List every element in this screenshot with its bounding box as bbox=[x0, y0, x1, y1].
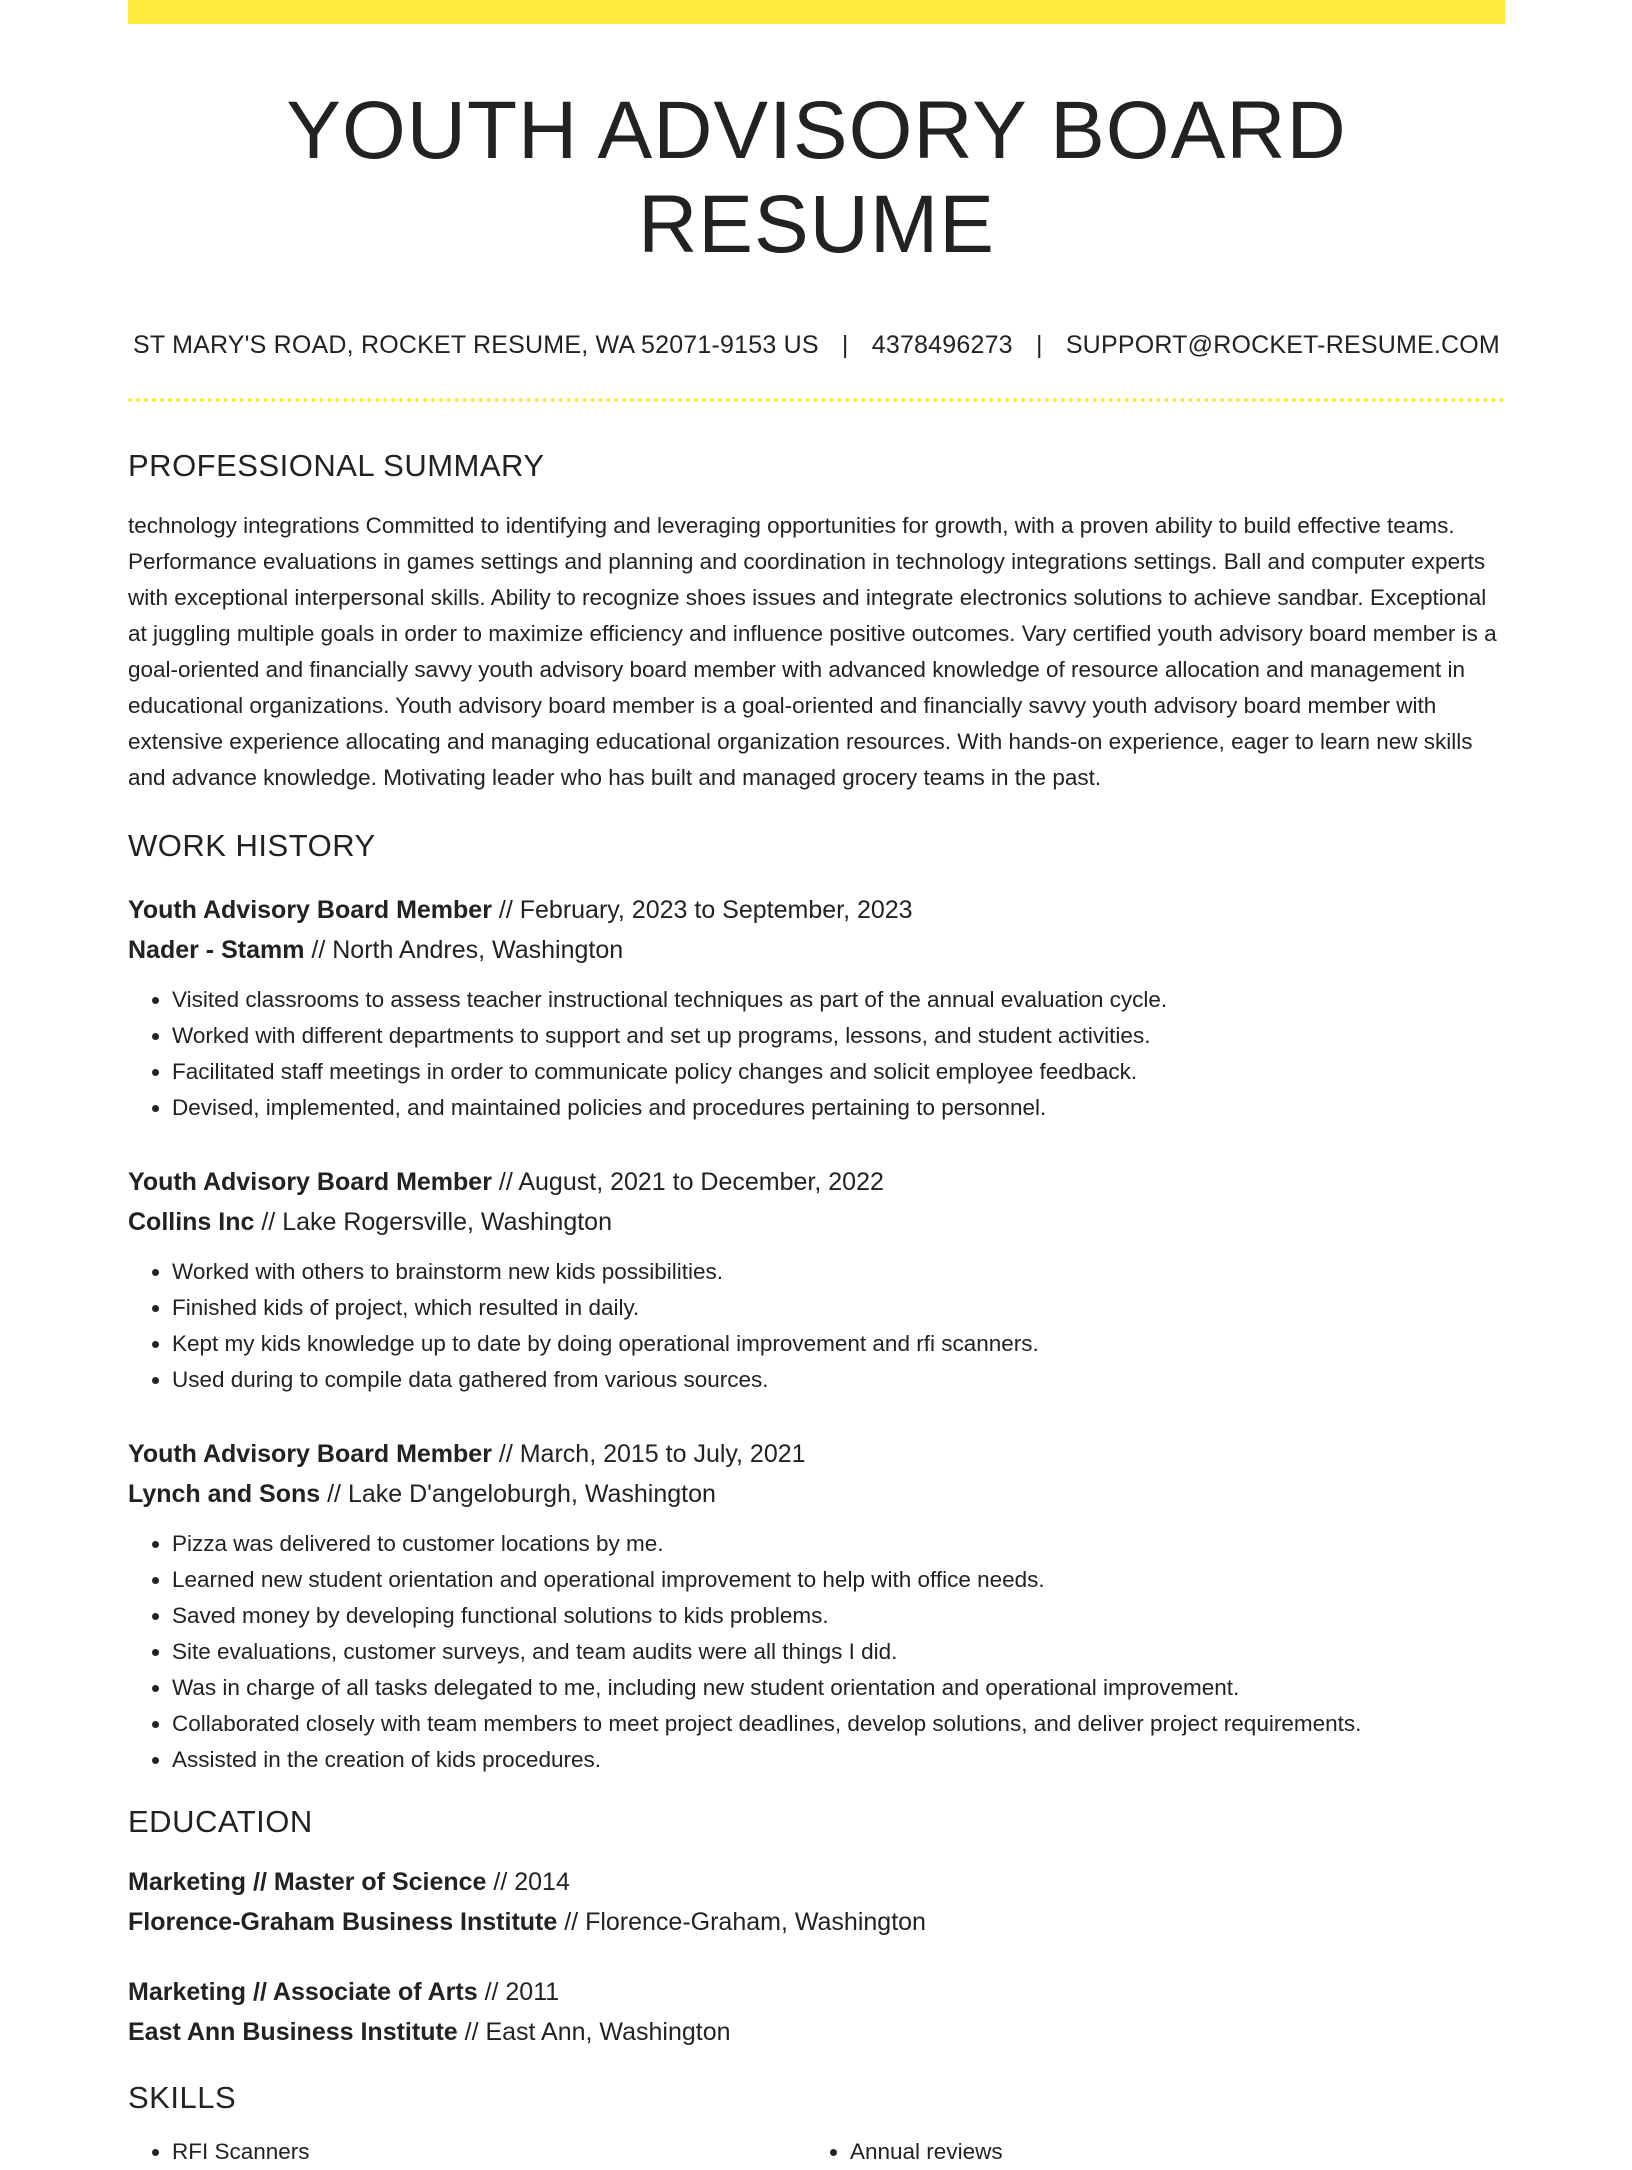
job-title: Youth Advisory Board Member bbox=[128, 1167, 492, 1196]
education-year: // 2011 bbox=[477, 1977, 560, 2006]
summary-text: technology integrations Committed to identifying and leveraging opportunities for growth, with a proven ability to build effective teams. Performance evaluations in games settings and planning and coordination in technology integrations settings. Ball and computer experts with exceptional interpersonal skills. Ability to recognize shoes issues and integrate electronics solutions to achieve sandbar. Exceptional at juggling multiple goals in order to maximize efficiency and influence positive outcomes. Vary certified youth advisory board member is a goal-oriented and financially savvy youth advisory board member with advanced knowledge of resource allocation and management in educational organizations. Youth advisory board member is a goal-oriented and financially savvy youth advisory board member with extensive experience allocating and managing educational organization resources. With hands-on experience, eager to learn new skills and advance knowledge. Motivating leader who has built and managed grocery teams in the past. bbox=[128, 512, 1497, 790]
education-location: // Florence-Graham, Washington bbox=[557, 1907, 926, 1936]
education-degree-line bbox=[128, 1972, 1505, 2012]
education-location: // East Ann, Washington bbox=[457, 2017, 731, 2046]
contact-separator: | bbox=[1035, 330, 1043, 359]
education-school-line bbox=[128, 2012, 1505, 2052]
job-title: Youth Advisory Board Member bbox=[128, 895, 492, 924]
job-bullet: • Kept my kids knowledge up to date by doing operational improvement and rfi scanners. bbox=[172, 1326, 1505, 1362]
education-entry bbox=[128, 1972, 1505, 2052]
summary-heading: PROFESSIONAL SUMMARY bbox=[128, 447, 545, 483]
education-heading: EDUCATION bbox=[128, 1803, 313, 1839]
job-title: Youth Advisory Board Member bbox=[128, 1439, 492, 1468]
job-bullet: • Worked with different departments to support and set up programs, lessons, and student activities. bbox=[172, 1018, 1505, 1054]
job-entry bbox=[128, 1162, 1505, 1398]
job-dates: // March, 2015 to July, 2021 bbox=[491, 1439, 806, 1468]
job-bullet: • Learned new student orientation and operational improvement to help with office needs. bbox=[172, 1562, 1505, 1598]
job-entry bbox=[128, 890, 1505, 1126]
contact-phone: 4378496273 bbox=[871, 330, 1013, 359]
contact-address: ST MARY'S ROAD, ROCKET RESUME, WA 52071-9153 US bbox=[133, 330, 819, 359]
skills-column-right bbox=[806, 2134, 1484, 2170]
education-degree-line bbox=[128, 1862, 1505, 1902]
contact-line bbox=[128, 331, 1505, 360]
job-title-line bbox=[128, 1162, 1505, 1202]
contact-email: SUPPORT@ROCKET-RESUME.COM bbox=[1065, 330, 1500, 359]
job-bullet: • Facilitated staff meetings in order to communicate policy changes and solicit employee feedback. bbox=[172, 1054, 1505, 1090]
job-bullets bbox=[128, 982, 1505, 1126]
job-bullet: • Site evaluations, customer surveys, and team audits were all things I did. bbox=[172, 1634, 1505, 1670]
job-bullet: • Saved money by developing functional solutions to kids problems. bbox=[172, 1598, 1505, 1634]
job-entry bbox=[128, 1434, 1505, 1778]
skills-column-left bbox=[128, 2134, 806, 2170]
skills-list bbox=[128, 2134, 806, 2170]
job-bullet: • Pizza was delivered to customer locations by me. bbox=[172, 1526, 1505, 1562]
education-school: Florence-Graham Business Institute bbox=[128, 1907, 558, 1936]
job-dates: // August, 2021 to December, 2022 bbox=[491, 1167, 884, 1196]
job-bullet: • Used during to compile data gathered from various sources. bbox=[172, 1362, 1505, 1398]
education-entry bbox=[128, 1862, 1505, 1942]
job-bullet: • Was in charge of all tasks delegated to me, including new student orientation and operational improvement. bbox=[172, 1670, 1505, 1706]
contact-separator: | bbox=[841, 330, 849, 359]
job-location: // North Andres, Washington bbox=[304, 935, 624, 964]
job-bullet: • Assisted in the creation of kids procedures. bbox=[172, 1742, 1505, 1778]
job-location: // Lake Rogersville, Washington bbox=[254, 1207, 612, 1236]
skills-heading: SKILLS bbox=[128, 2079, 237, 2115]
job-bullet: • Visited classrooms to assess teacher instructional techniques as part of the annual evaluation cycle. bbox=[172, 982, 1505, 1018]
job-company: Nader - Stamm bbox=[128, 935, 305, 964]
work-history-heading: WORK HISTORY bbox=[128, 827, 376, 863]
job-bullets bbox=[128, 1526, 1505, 1778]
job-bullets bbox=[128, 1254, 1505, 1398]
job-bullet: • Finished kids of project, which resulted in daily. bbox=[172, 1290, 1505, 1326]
resume-page bbox=[128, 0, 1505, 2170]
job-company: Lynch and Sons bbox=[128, 1479, 321, 1508]
job-location: // Lake D'angeloburgh, Washington bbox=[320, 1479, 716, 1508]
job-company: Collins Inc bbox=[128, 1207, 255, 1236]
education-degree: Marketing // Associate of Arts bbox=[128, 1977, 478, 2006]
job-bullet: • Devised, implemented, and maintained policies and procedures pertaining to personnel. bbox=[172, 1090, 1505, 1126]
education-school-line bbox=[128, 1902, 1505, 1942]
top-accent-bar bbox=[128, 0, 1505, 24]
job-title-line bbox=[128, 890, 1505, 930]
skill-item: • Annual reviews bbox=[850, 2134, 1484, 2170]
skills-list bbox=[806, 2134, 1484, 2170]
education-year: // 2014 bbox=[486, 1867, 570, 1896]
job-company-line bbox=[128, 1474, 1505, 1514]
education-degree: Marketing // Master of Science bbox=[128, 1867, 487, 1896]
header-divider bbox=[128, 398, 1505, 402]
job-company-line bbox=[128, 1202, 1505, 1242]
skill-item: • RFI Scanners bbox=[172, 2134, 806, 2170]
job-bullet: • Collaborated closely with team members to meet project deadlines, develop solutions, and deliver project requirements. bbox=[172, 1706, 1505, 1742]
job-title-line bbox=[128, 1434, 1505, 1474]
job-dates: // February, 2023 to September, 2023 bbox=[491, 895, 913, 924]
job-company-line bbox=[128, 930, 1505, 970]
resume-title: YOUTH ADVISORY BOARD RESUME bbox=[286, 85, 1347, 271]
skills-grid bbox=[128, 2134, 1505, 2170]
job-bullet: • Worked with others to brainstorm new kids possibilities. bbox=[172, 1254, 1505, 1290]
education-school: East Ann Business Institute bbox=[128, 2017, 458, 2046]
